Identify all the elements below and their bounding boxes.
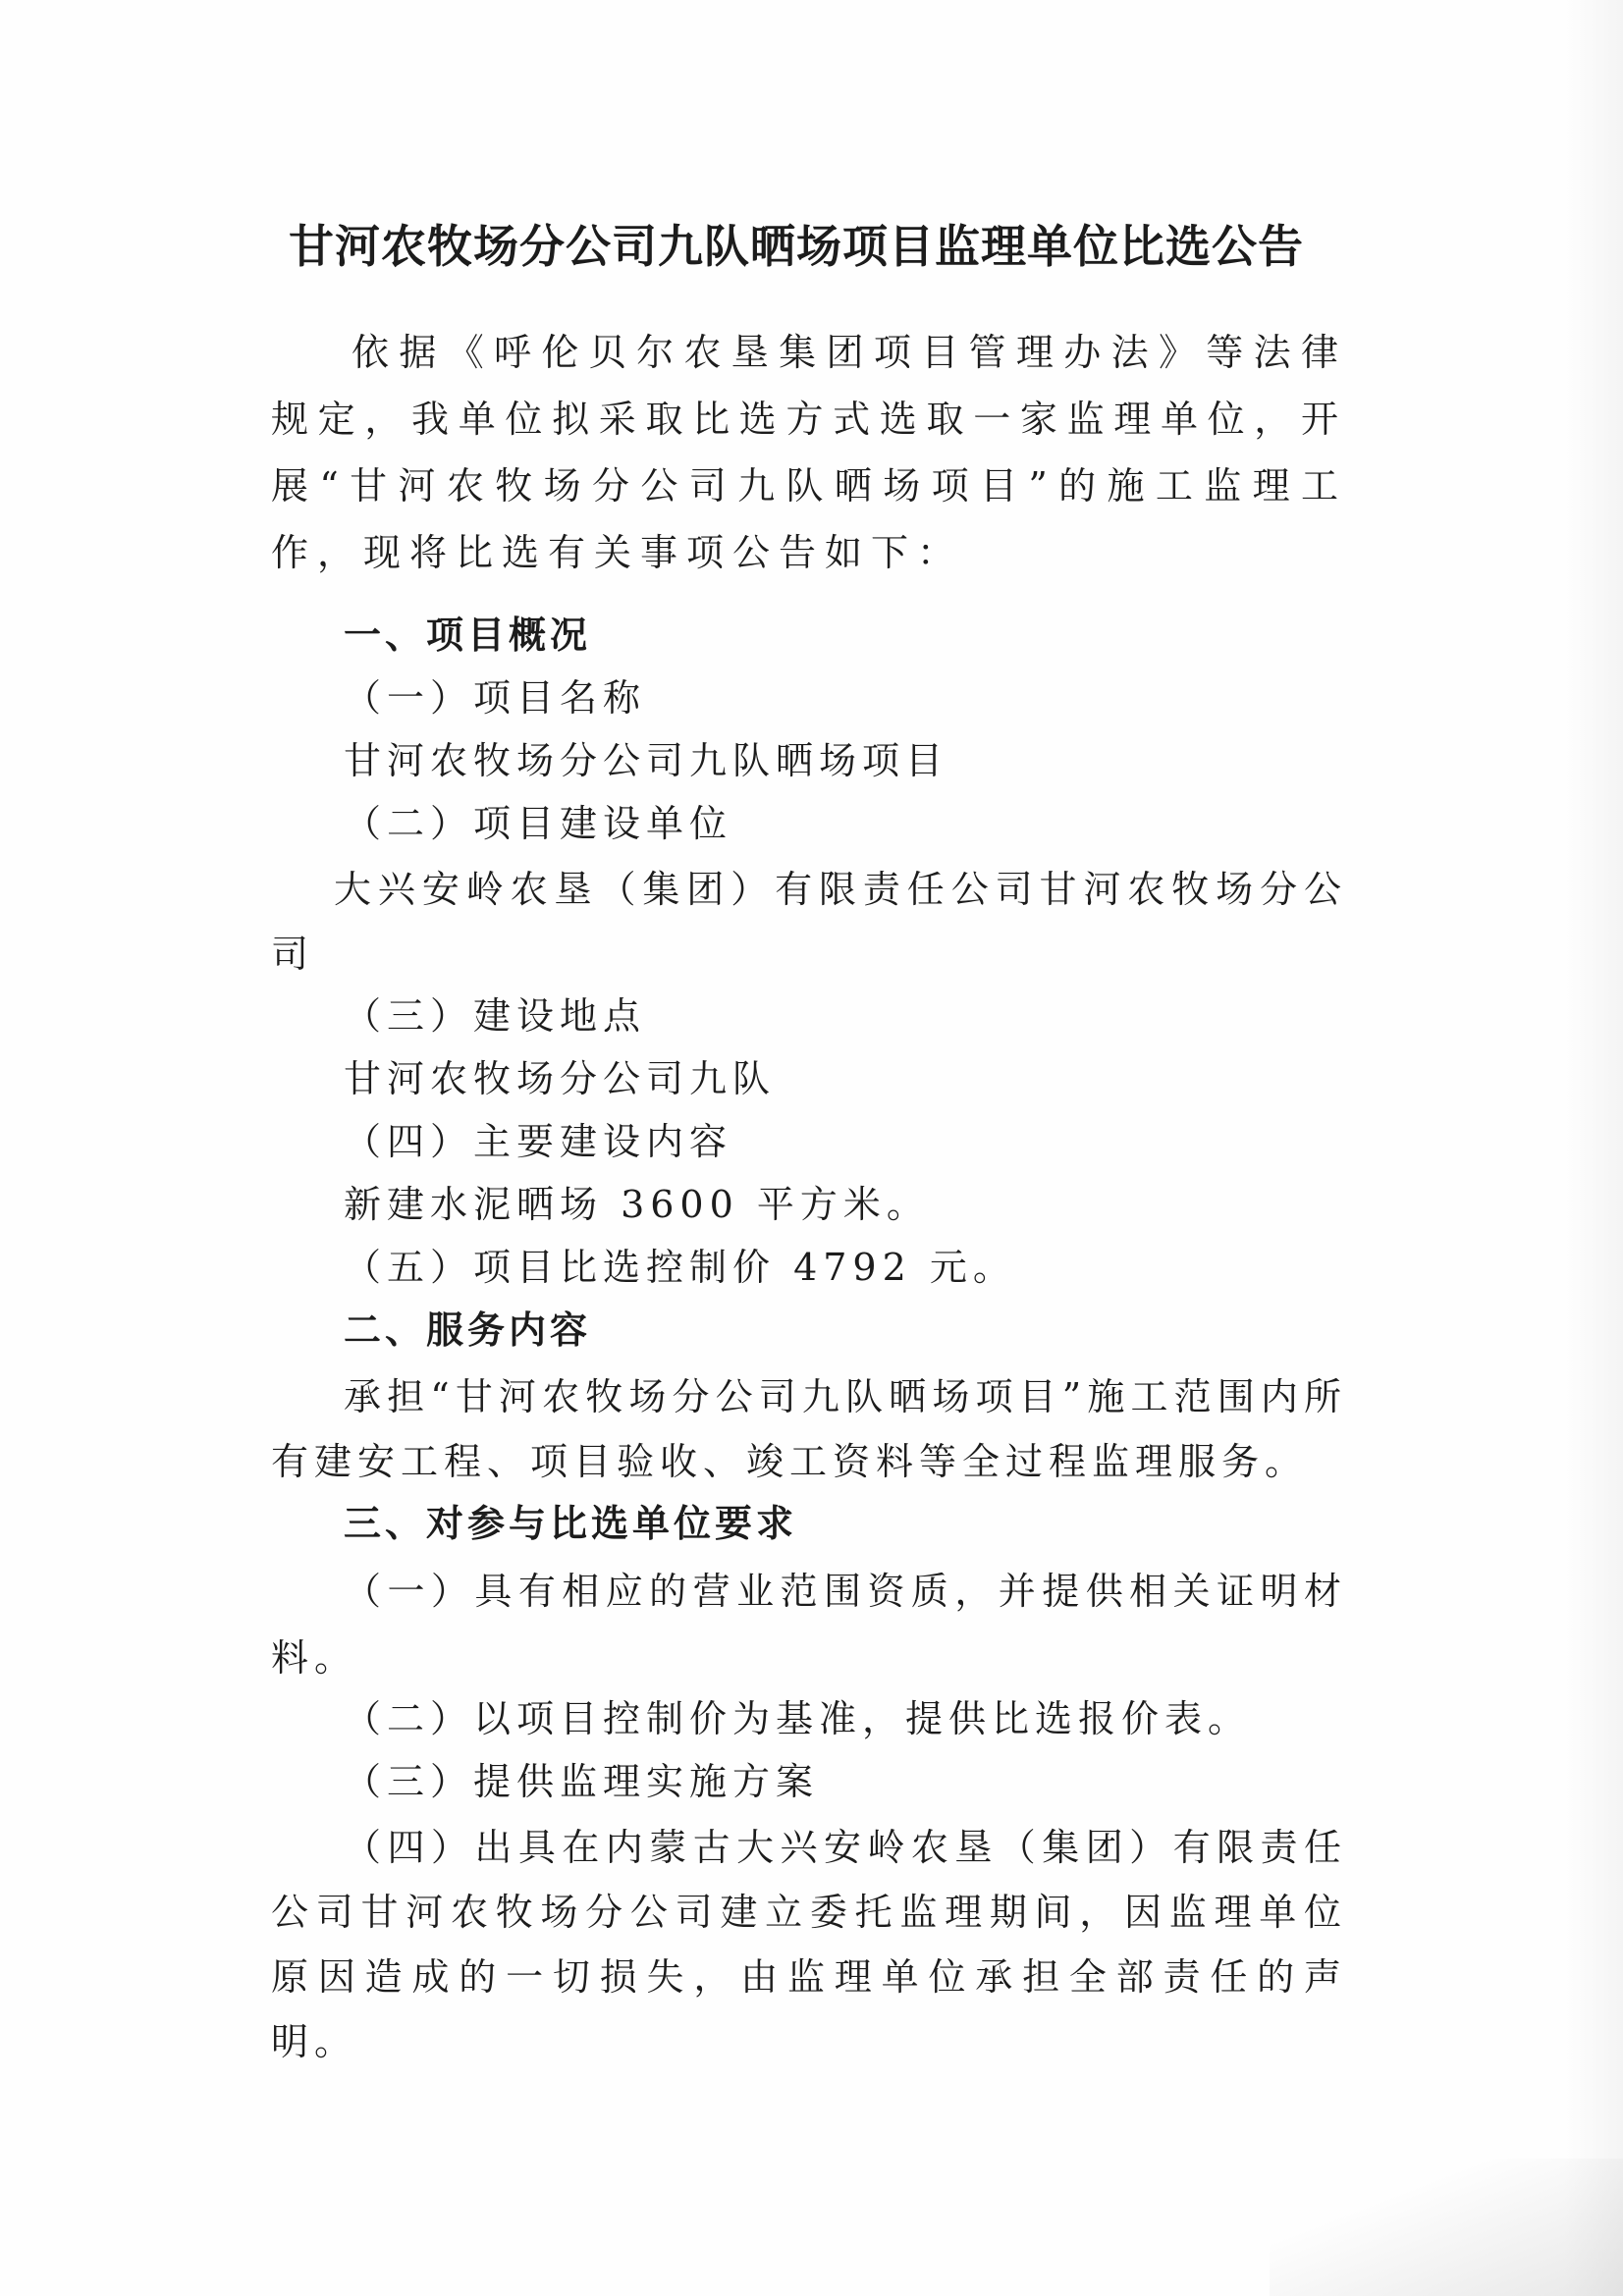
builder-label: （二）项目建设单位: [344, 802, 733, 845]
requirement-1: （一）具有相应的营业范围资质，并提供相关证明材料。: [271, 1570, 1347, 1680]
requirement-3: （三）提供监理实施方案: [344, 1760, 820, 1803]
control-price: （五）项目比选控制价 4792 元。: [344, 1246, 1016, 1289]
content-label: （四）主要建设内容: [344, 1120, 733, 1163]
page-title: 甘河农牧场分公司九队晒场项目监理单位比选公告: [289, 220, 1304, 273]
intro-paragraph: 依据《呼伦贝尔农垦集团项目管理办法》等法律规定，我单位拟采取比选方式选取一家监理单位，开展“甘河农牧场分公司九队晒场项目”的施工监理工作，现将比选有关事项公告如下：: [271, 331, 1347, 574]
project-name-value: 甘河农牧场分公司九队晒场项目: [344, 739, 949, 782]
location-value: 甘河农牧场分公司九队: [344, 1057, 777, 1100]
project-name-label: （一）项目名称: [344, 676, 647, 720]
section-heading-requirements: 三、对参与比选单位要求: [344, 1501, 798, 1545]
builder-value: 大兴安岭农垦（集团）有限责任公司甘河农牧场分公司: [271, 868, 1347, 976]
scan-edge-shadow: [1564, 0, 1623, 2296]
section-heading-overview: 一、项目概况: [344, 613, 592, 657]
content-value: 新建水泥晒场 3600 平方米。: [344, 1183, 930, 1226]
location-label: （三）建设地点: [344, 994, 647, 1038]
requirement-4: （四）出具在内蒙古大兴安岭农垦（集团）有限责任公司甘河农牧场分公司建立委托监理期间，因监理单位原因造成的一切损失，由监理单位承担全部责任的声明。: [271, 1826, 1347, 2063]
service-content: 承担“甘河农牧场分公司九队晒场项目”施工范围内所有建安工程、项目验收、竣工资料等全过程监理服务。: [271, 1375, 1347, 1483]
requirement-2: （二）以项目控制价为基准，提供比选报价表。: [344, 1697, 1252, 1740]
section-heading-service: 二、服务内容: [344, 1308, 592, 1352]
scan-corner-shadow: [1270, 2159, 1623, 2296]
